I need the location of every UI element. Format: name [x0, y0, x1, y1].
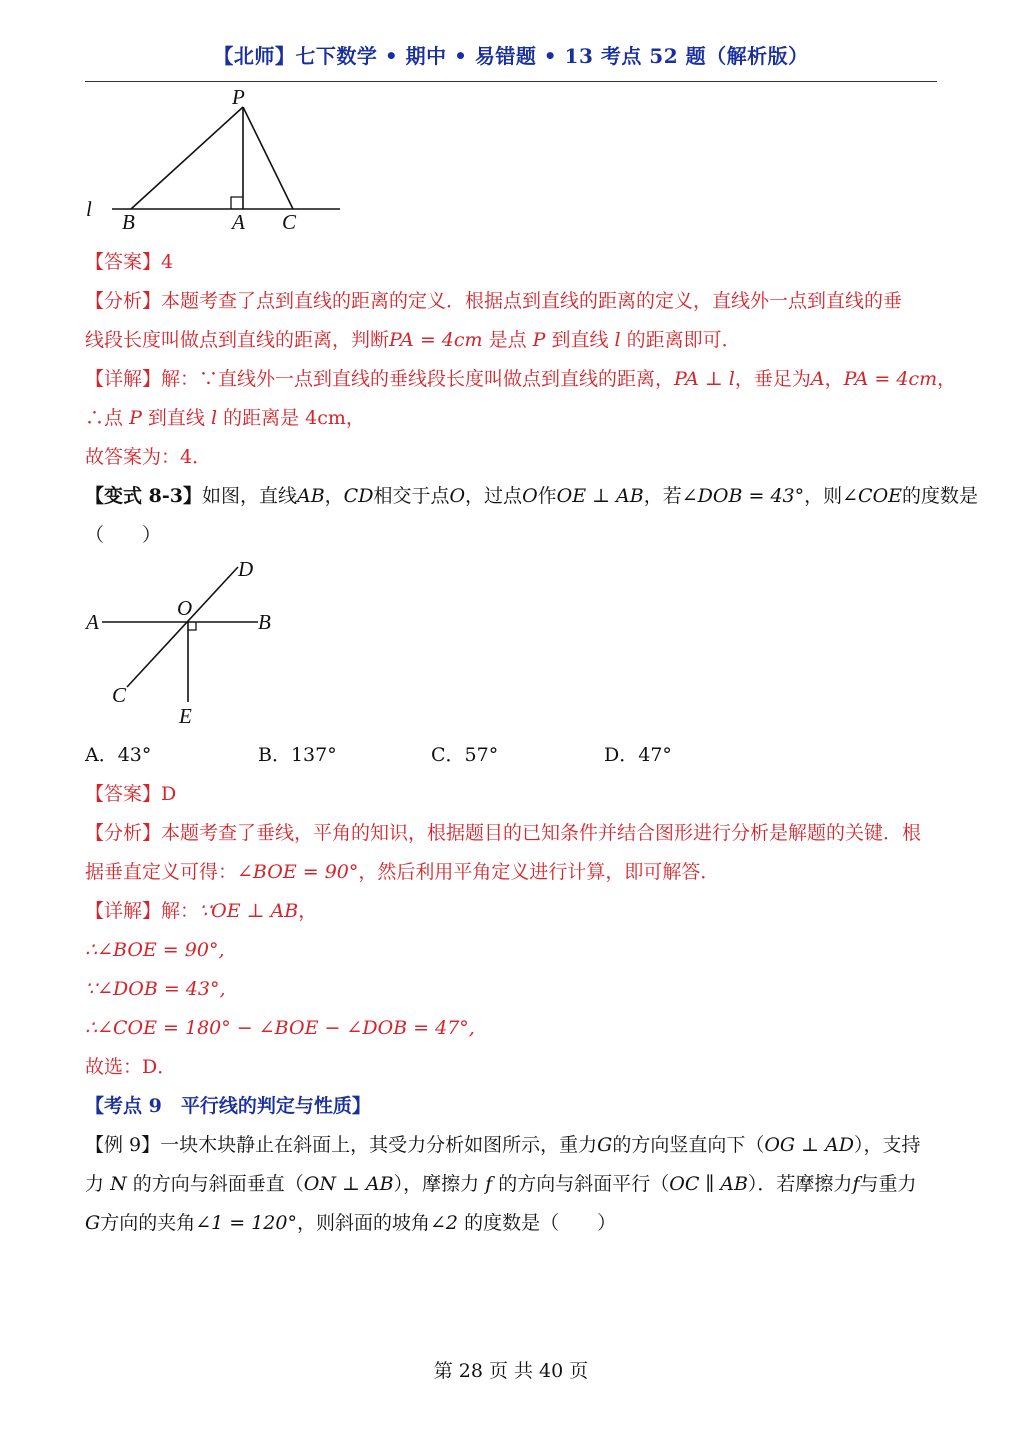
- label-E: E: [179, 704, 192, 728]
- q2-detail-line2: ∴∠BOE = 90°,: [85, 939, 225, 961]
- label-C: C: [112, 683, 127, 707]
- option-D[interactable]: D．47°: [604, 744, 672, 766]
- section-9-title: 【考点 9 平行线的判定与性质】: [85, 1095, 371, 1117]
- q1-answer-line: [85, 250, 945, 274]
- label-A: A: [86, 610, 99, 634]
- right-angle-mark: [188, 622, 196, 630]
- segment-PC: [243, 107, 293, 209]
- option-B[interactable]: B．137°: [258, 744, 337, 766]
- line-CD: [127, 567, 238, 687]
- answer-tag: 【答案】: [85, 783, 162, 805]
- label-A: A: [232, 210, 245, 234]
- page-footer: 第 28 页 共 40 页: [433, 1360, 589, 1382]
- label-B: B: [258, 610, 271, 634]
- figure-intersecting-lines: [80, 552, 290, 732]
- label-l: l: [86, 197, 92, 221]
- q2-analysis-line1: 【分析】本题考查了垂线，平角的知识，根据题目的已知条件并结合图形进行分析是解题的关键．根: [85, 822, 922, 844]
- label-O: O: [177, 596, 193, 620]
- answer-value: 4: [161, 251, 174, 273]
- option-A[interactable]: A．43°: [85, 744, 152, 766]
- segment-PB: [131, 107, 243, 209]
- label-D: D: [238, 557, 254, 581]
- label-P: P: [232, 86, 245, 109]
- q2-stem-line1: 【变式 8-3】如图，直线AB，CD相交于点O，过点O作OE ⊥ AB，若∠DOB = 43°，则∠COE的度数是: [85, 485, 979, 507]
- analysis-tag: 【分析】: [85, 290, 162, 312]
- q2-detail-line3: ∵∠DOB = 43°,: [85, 978, 226, 1000]
- q1-final-answer: 故答案为：4．: [85, 446, 212, 468]
- detail-tag: 【详解】: [85, 368, 162, 390]
- ex9-tag: 【例 9】: [85, 1134, 161, 1156]
- answer-tag: 【答案】: [85, 251, 162, 273]
- q2-final-answer: 故选：D．: [85, 1056, 177, 1078]
- answer-value: D: [161, 783, 177, 805]
- q1-analysis-line1: 【分析】本题考查了点到直线的距离的定义．根据点到直线的距离的定义，直线外一点到直线的垂: [85, 290, 903, 312]
- q2-answer-line: [85, 782, 945, 806]
- figure-perpendicular-distance: [80, 86, 350, 236]
- label-B: B: [122, 210, 135, 234]
- analysis-tag: 【分析】: [85, 822, 162, 844]
- q2-detail-line1: 【详解】解：∵OE ⊥ AB，: [85, 900, 318, 922]
- option-C[interactable]: C．57°: [431, 744, 499, 766]
- ex9-line1: 【例 9】一块木块静止在斜面上，其受力分析如图所示，重力G的方向竖直向下（OG ⊥ AD），支持: [85, 1134, 921, 1156]
- q2-detail-line4: ∴∠COE = 180° − ∠BOE − ∠DOB = 47°,: [85, 1017, 475, 1039]
- header-divider: [85, 81, 937, 82]
- q1-analysis-line2: 线段长度叫做点到直线的距离，判断PA = 4cm 是点 P 到直线 l 的距离即可．: [85, 329, 741, 351]
- label-C: C: [282, 210, 297, 234]
- q2-analysis-line2: 据垂直定义可得：∠BOE = 90°，然后利用平角定义进行计算，即可解答．: [85, 861, 720, 883]
- q1-detail-line2: ∴点 P 到直线 l 的距离是 4cm，: [85, 407, 365, 429]
- right-angle-mark: [231, 197, 243, 209]
- ex9-line2: 力 N 的方向与斜面垂直（ON ⊥ AB），摩擦力 f 的方向与斜面平行（OC ∥ AB）．若摩擦力f与重力: [85, 1173, 917, 1195]
- q2-stem-line2: （ ）: [85, 524, 162, 546]
- q1-detail-line1: 【详解】解：∵直线外一点到直线的垂线段长度叫做点到直线的距离，PA ⊥ l，垂足为A，PA = 4cm，: [85, 368, 957, 390]
- page-header-title: 【北师】七下数学 • 期中 • 易错题 • 13 考点 52 题（解析版）: [213, 44, 809, 68]
- q2-tag: 【变式 8-3】: [85, 485, 202, 507]
- detail-tag: 【详解】: [85, 900, 162, 922]
- ex9-line3: G方向的夹角∠1 = 120°，则斜面的坡角∠2 的度数是（ ）: [85, 1212, 617, 1234]
